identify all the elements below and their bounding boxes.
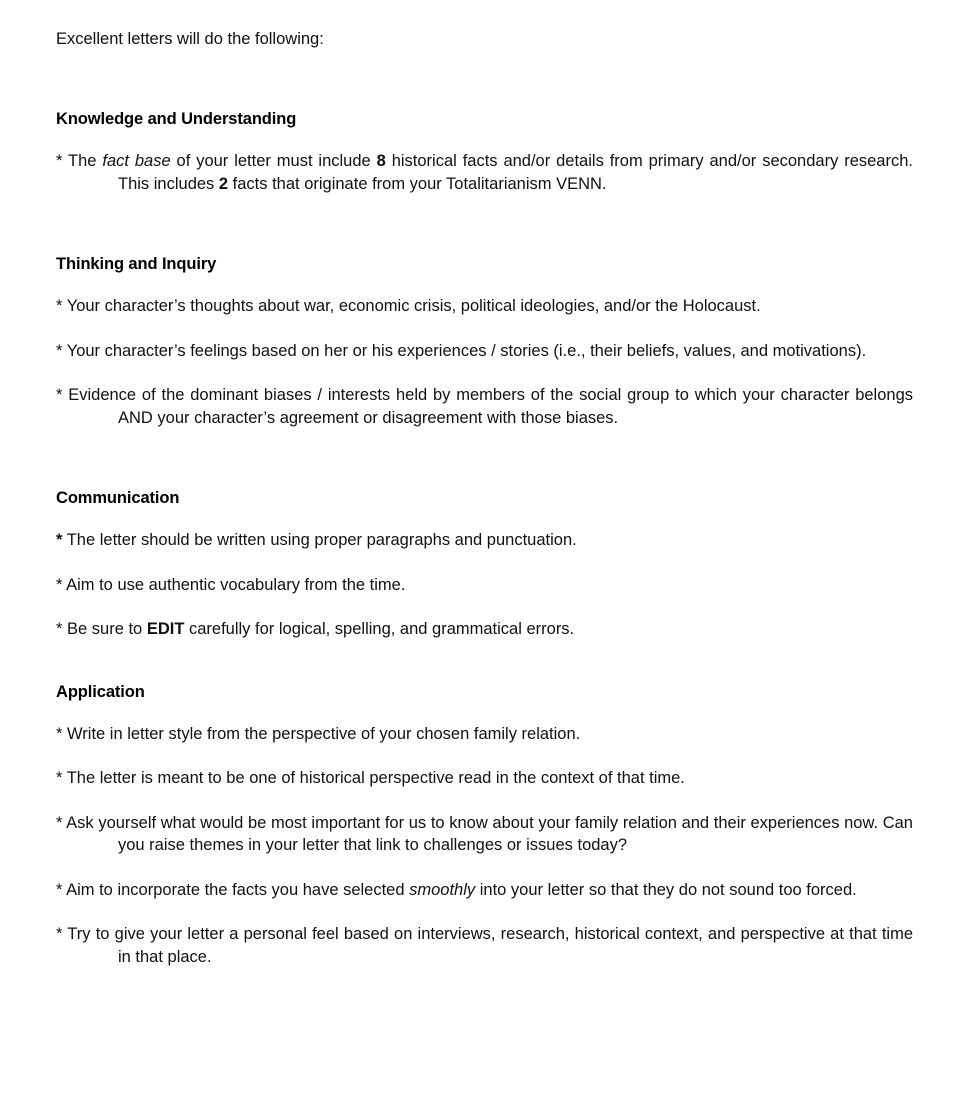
bullet-text-run: fact base [102,152,171,170]
section-heading-knowledge-and-understanding: Knowledge and Understanding [56,110,297,128]
bullet-marker: * [56,880,63,899]
bullet-text-run: Be sure to [62,620,147,638]
spacer [56,318,913,340]
spacer [56,596,913,618]
bullet-text-run: Ask yourself what would be most important for us to know about your family relation and their experiences now. Can you raise themes in your letter that link to challenges or issues today? [62,813,913,854]
bullet-item [56,384,913,429]
spacer [56,429,913,487]
spacer [56,857,913,879]
bullet-item [56,150,913,195]
bullet-item [56,618,913,641]
bullet-text-run: Aim to incorporate the facts you have selected [62,880,410,899]
bullet-marker: * [56,386,63,404]
bullet-text-run: The letter should be written using proper paragraphs and punctuation. [62,531,577,549]
spacer [56,901,913,923]
bullet-marker: * [56,575,63,594]
bullet-item [56,574,913,597]
bullet-text-run: The letter is meant to be one of historical perspective read in the context of that time. [62,769,685,787]
bullet-marker: * [56,813,63,832]
spacer [56,552,913,574]
bullet-marker: * [56,152,63,170]
bullet-text-run: The [62,152,103,170]
bullet-text-run: Your character’s feelings based on her or his experiences / stories (i.e., their beliefs, values, and motivations). [62,341,867,360]
bullet-item [56,767,913,790]
spacer [56,641,913,681]
bullet-text-run: facts that originate from your Totalitarianism VENN. [228,174,607,193]
section-heading-application: Application [56,682,145,701]
bullet-text-run: carefully for logical, spelling, and grammatical errors. [184,620,575,638]
spacer [56,509,913,529]
bullet-text-run: Write in letter style from the perspective of your chosen family relation. [62,724,581,743]
bullet-item [56,879,913,902]
bullet-item [56,529,913,552]
bullet-text-run: Try to give your letter a personal feel based on interviews, research, historical context, and perspective at that time in that place. [62,925,913,966]
bullet-text-run: into your letter so that they do not sound too forced. [475,880,857,899]
document-body [56,28,913,968]
bullet-item [56,923,913,968]
bullet-text-run: 2 [218,174,229,193]
spacer [56,362,913,384]
bullet-marker: * [56,724,63,743]
bullet-item [56,723,913,746]
bullet-marker: * [56,297,63,315]
bullet-marker: * [56,925,63,943]
bullet-item [56,340,913,363]
bullet-text-run: historical facts and/or details from primary and/or secondary research. This includes [118,152,913,193]
bullet-marker: * [56,769,63,787]
intro-line: Excellent letters will do the following: [56,30,324,48]
bullet-text-run: Evidence of the dominant biases / interests held by members of the social group to which your character belongs AND your character’s agreement or disagreement with those biases. [62,386,913,427]
bullet-text-run: 8 [376,152,386,170]
spacer [56,703,913,723]
bullet-text-run: of your letter must include [170,152,377,170]
bullet-marker: * [56,620,63,638]
spacer [56,195,913,253]
bullet-marker: * [56,341,63,360]
section-heading-communication: Communication [56,489,180,507]
bullet-text-run: Aim to use authentic vocabulary from the time. [62,575,406,594]
spacer [56,745,913,767]
bullet-item [56,812,913,857]
bullet-item [56,295,913,318]
bullet-text-run: Your character’s thoughts about war, economic crisis, political ideologies, and/or the Holocaust. [62,297,761,315]
section-heading-thinking-and-inquiry: Thinking and Inquiry [56,255,217,273]
bullet-text-run: EDIT [146,620,185,638]
bullet-text-run: smoothly [409,880,476,899]
spacer [56,275,913,295]
spacer [56,50,913,108]
spacer [56,790,913,812]
bullet-marker: * [56,531,63,549]
spacer [56,130,913,150]
